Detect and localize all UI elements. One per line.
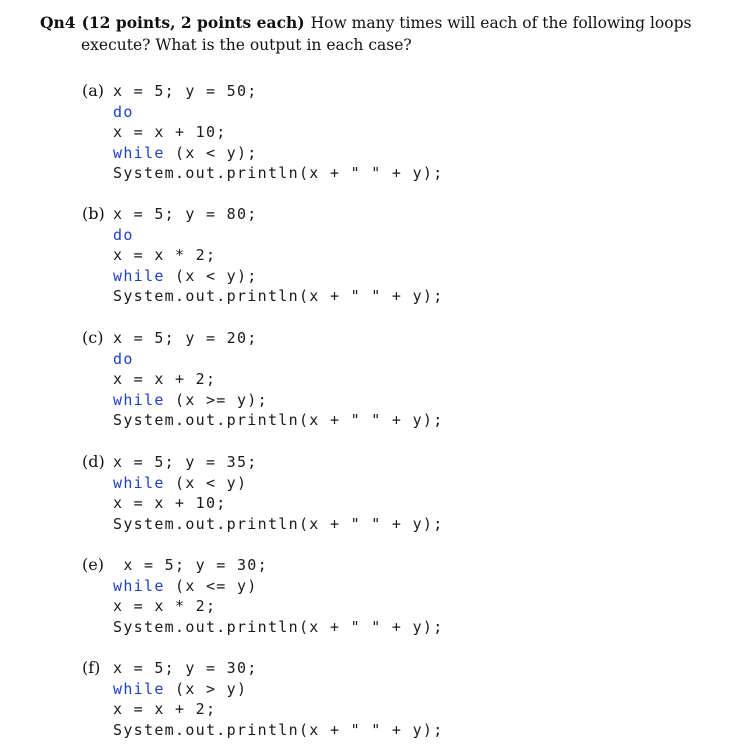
question-header bbox=[40, 12, 700, 56]
code-line: x = x + 2; bbox=[113, 370, 217, 389]
code-block bbox=[113, 555, 444, 637]
code-block bbox=[113, 204, 444, 307]
code-line: x = x * 2; bbox=[113, 597, 217, 616]
keyword-while: while bbox=[113, 679, 165, 698]
code-line: x = 5; y = 30; bbox=[113, 556, 268, 574]
code-line: x = 5; y = 20; bbox=[113, 329, 258, 347]
code-line: System.out.println(x + " " + y); bbox=[113, 411, 444, 430]
loop-condition: (x >= y); bbox=[164, 390, 268, 409]
keyword-while: while bbox=[113, 143, 165, 162]
code-line bbox=[113, 143, 444, 164]
keyword-while: while bbox=[113, 473, 165, 492]
code-block bbox=[113, 81, 444, 184]
code-line: System.out.println(x + " " + y); bbox=[113, 287, 444, 306]
keyword-while: while bbox=[113, 266, 165, 285]
keyword-do: do bbox=[113, 225, 134, 244]
code-block bbox=[113, 452, 444, 534]
loop-condition: (x > y) bbox=[164, 679, 248, 698]
keyword-do: do bbox=[113, 349, 134, 368]
keyword-do: do bbox=[113, 102, 134, 121]
question-text-line-2: execute? What is the output in each case? bbox=[81, 36, 412, 54]
loop-condition: (x < y); bbox=[164, 266, 258, 285]
keyword-while: while bbox=[113, 390, 165, 409]
code-line bbox=[113, 473, 444, 494]
code-line: x = x + 2; bbox=[113, 700, 217, 719]
code-line: x = x + 10; bbox=[113, 123, 227, 142]
question-text-line-1: How many times will each of the following loops bbox=[310, 14, 692, 32]
part-label: (b) bbox=[82, 204, 105, 223]
code-line: System.out.println(x + " " + y); bbox=[113, 617, 444, 636]
keyword-while: while bbox=[113, 576, 165, 595]
code-line: x = 5; y = 35; bbox=[113, 453, 258, 471]
part-label: (a) bbox=[82, 81, 105, 100]
part-label: (e) bbox=[82, 555, 104, 574]
code-line: x = 5; y = 30; bbox=[113, 659, 258, 677]
code-line bbox=[113, 679, 444, 700]
code-line: System.out.println(x + " " + y); bbox=[113, 720, 444, 739]
question-points: (12 points, 2 points each) bbox=[81, 13, 305, 32]
code-line: x = x * 2; bbox=[113, 246, 217, 265]
code-line: System.out.println(x + " " + y); bbox=[113, 514, 444, 533]
question-number: Qn4 bbox=[40, 13, 76, 32]
code-line: x = 5; y = 80; bbox=[113, 205, 258, 223]
part-label: (f) bbox=[82, 658, 101, 677]
code-line: x = x + 10; bbox=[113, 494, 227, 513]
code-line: x = 5; y = 50; bbox=[113, 82, 258, 100]
code-line bbox=[113, 390, 444, 411]
loop-condition: (x <= y) bbox=[164, 576, 258, 595]
loop-condition: (x < y) bbox=[164, 473, 248, 492]
part-label: (c) bbox=[82, 328, 104, 347]
code-block bbox=[113, 658, 444, 740]
part-label: (d) bbox=[82, 452, 105, 471]
code-line: System.out.println(x + " " + y); bbox=[113, 164, 444, 183]
loop-condition: (x < y); bbox=[164, 143, 258, 162]
code-line bbox=[113, 266, 444, 287]
code-line bbox=[113, 576, 444, 597]
code-block bbox=[113, 328, 444, 431]
